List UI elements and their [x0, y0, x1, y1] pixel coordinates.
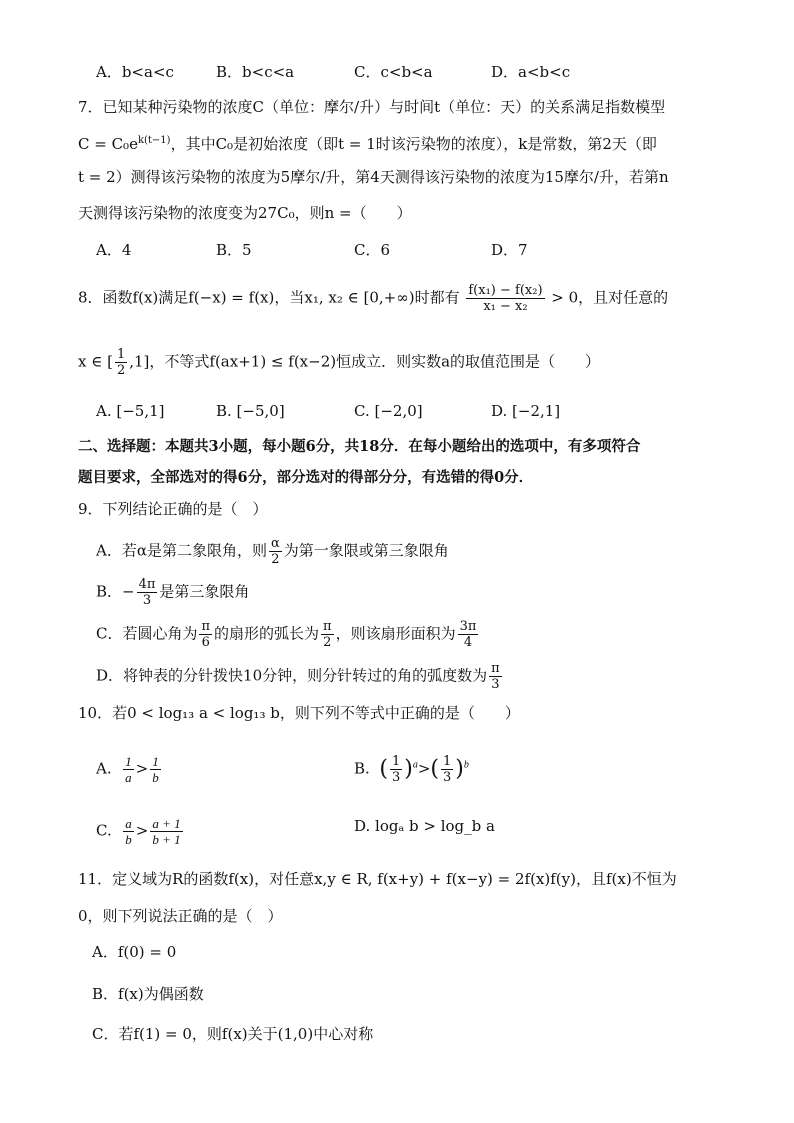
q10-c-numerator-2: a + 1 — [152, 816, 181, 831]
q9-stem: 9．下列结论正确的是（ ） — [78, 500, 268, 518]
q9-c-text-1: C．若圆心角为 — [96, 624, 198, 643]
q8-line-1-a: 8．函数f(x)满足f(−x) = f(x)，当x₁, x₂ ∈ [0,+∞)时都有 — [78, 288, 460, 307]
q8-line-2-b: ,1]，不等式f(ax+1) ≤ f(x−2)恒成立．则实数a的取值范围是（ ） — [129, 352, 601, 371]
q10-c-denominator-1: b — [125, 832, 132, 847]
q8-half-numerator: 1 — [116, 347, 126, 362]
q10-option-d: D. logₐ b > log_b a — [354, 817, 495, 835]
q7-line-2-rest: ，其中C₀是初始浓度（即t = 1时该污染物的浓度），k是常数，第2天（即 — [170, 135, 657, 153]
q9-c-text-2: 的扇形的弧长为 — [214, 624, 320, 643]
q10-option-a — [96, 754, 163, 785]
q11-option-a: A．f(0) = 0 — [92, 943, 177, 961]
q10-a-fraction-2 — [150, 754, 161, 785]
q9-c-denominator-3: 4 — [463, 635, 473, 650]
q8-line-2-a: x ∈ [ — [78, 352, 113, 371]
q9-d-numerator: π — [491, 661, 500, 676]
q11-line-2: 0，则下列说法正确的是（ ） — [78, 907, 283, 925]
q8-option-c: C. [−2,0] — [354, 402, 423, 420]
q7-option-a: A．4 — [96, 241, 132, 259]
q9-b-denominator: 3 — [142, 593, 152, 608]
q8-half-denominator: 2 — [116, 363, 126, 378]
q8-half-fraction — [115, 347, 127, 378]
q10-b-denominator-2: 3 — [442, 770, 452, 785]
q10-a-numerator-1: 1 — [125, 754, 132, 769]
q9-b-fraction — [137, 577, 158, 608]
q9-b-text-1: B．− — [96, 582, 135, 601]
q7-formula: C = C₀e — [78, 135, 138, 153]
q9-c-numerator-2: π — [323, 619, 332, 634]
q11-option-b: B．f(x)为偶函数 — [92, 985, 204, 1003]
q10-c-denominator-2: b + 1 — [152, 832, 181, 847]
q9-d-denominator: 3 — [491, 677, 500, 692]
q10-option-b — [354, 754, 469, 785]
q10-b-gt: > — [417, 759, 431, 778]
q10-c-fraction-2 — [150, 816, 182, 847]
section-2-heading-line-2: 题目要求，全部选对的得6分，部分选对的得部分分，有选错的得0分． — [78, 469, 534, 486]
q10-b-paren-open-2: ( — [430, 756, 439, 782]
q8-option-b: B. [−5,0] — [216, 402, 285, 420]
q10-a-denominator-1: a — [125, 770, 132, 785]
q8-option-d: D. [−2,1] — [491, 402, 561, 420]
q9-d-text-1: D．将钟表的分针拨快10分钟，则分针转过的角的弧度数为 — [96, 666, 488, 685]
q10-a-gt: > — [135, 759, 149, 778]
q9-a-numerator: α — [270, 536, 280, 551]
q10-c-gt: > — [135, 821, 149, 840]
q9-c-numerator-3: 3π — [459, 619, 477, 634]
q9-b-numerator: 4π — [138, 577, 156, 592]
q9-option-a — [96, 536, 449, 567]
q11-line-1: 11．定义域为R的函数f(x)，对任意x,y ∈ R, f(x+y) + f(x−y) = 2f(x)f(y)，且f(x)不恒为 — [78, 870, 677, 888]
q8-line-1 — [78, 283, 668, 314]
section-2-heading-line-1: 二、选择题：本题共3小题，每小题6分，共18分．在每小题给出的选项中，有多项符合 — [78, 438, 641, 455]
q10-a-denominator-2: b — [152, 770, 159, 785]
q9-c-text-3: ，则该扇形面积为 — [335, 624, 456, 643]
q6-option-c: C．c<b<a — [354, 63, 433, 81]
q8-fraction — [466, 283, 544, 314]
q10-c-numerator-1: a — [125, 816, 132, 831]
q10-b-exponent-2: b — [463, 759, 469, 771]
q9-c-denominator-2: 2 — [323, 635, 332, 650]
q9-option-d — [96, 661, 504, 692]
q10-b-fraction-2 — [441, 754, 453, 785]
q7-line-4: 天测得该污染物的浓度变为27C₀，则n =（ ） — [78, 204, 412, 222]
q10-c-fraction-1 — [123, 816, 134, 847]
q7-line-3: t = 2）测得该污染物的浓度为5摩尔/升，第4天测得该污染物的浓度为15摩尔/升，若第n — [78, 168, 669, 186]
q11-option-c: C．若f(1) = 0，则f(x)关于(1,0)中心对称 — [92, 1025, 374, 1043]
q10-b-fraction-1 — [390, 754, 402, 785]
q9-a-text-2: 为第一象限或第三象限角 — [283, 541, 449, 560]
q8-option-a: A. [−5,1] — [96, 402, 165, 420]
q10-b-paren-open-1: ( — [379, 756, 388, 782]
q8-line-1-b: > 0，且对任意的 — [551, 288, 669, 307]
q9-c-fraction-2 — [321, 619, 334, 650]
q9-d-fraction — [489, 661, 502, 692]
q9-c-numerator-1: π — [201, 619, 211, 634]
q10-b-label: B. — [354, 759, 370, 778]
q9-a-denominator: 2 — [271, 552, 280, 567]
q10-c-label: C. — [96, 821, 112, 840]
q9-b-text-2: 是第三象限角 — [159, 582, 250, 601]
q9-a-fraction — [269, 536, 282, 567]
q9-c-fraction-1 — [199, 619, 212, 650]
q7-line-2 — [78, 131, 657, 154]
q6-option-a: A．b<a<c — [96, 63, 174, 81]
q9-option-c — [96, 619, 480, 650]
q9-c-fraction-3 — [458, 619, 479, 650]
q10-b-numerator-1: 1 — [391, 754, 401, 769]
q10-stem: 10．若0 < log₁₃ a < log₁₃ b，则下列不等式中正确的是（ ） — [78, 704, 520, 722]
q10-a-fraction-1 — [123, 754, 134, 785]
q9-c-denominator-1: 6 — [201, 635, 210, 650]
q7-line-1: 7．已知某种污染物的浓度C（单位：摩尔/升）与时间t（单位：天）的关系满足指数模型 — [78, 98, 666, 116]
q10-b-numerator-2: 1 — [442, 754, 452, 769]
q8-fraction-denominator: x₁ − x₂ — [483, 299, 528, 314]
q8-fraction-numerator: f(x₁) − f(x₂) — [468, 283, 543, 298]
q10-option-c — [96, 816, 185, 847]
q7-exponent: k(t−1) — [137, 135, 171, 146]
q9-option-b — [96, 577, 249, 608]
q10-b-exponent-1: a — [412, 759, 418, 771]
q10-b-paren-close-1: ) — [404, 756, 413, 782]
q7-option-c: C．6 — [354, 241, 391, 259]
q10-a-numerator-2: 1 — [152, 754, 159, 769]
q8-line-2 — [78, 347, 600, 378]
q6-option-d: D．a<b<c — [491, 63, 571, 81]
q10-b-paren-close-2: ) — [455, 756, 464, 782]
q7-option-d: D．7 — [491, 241, 528, 259]
q6-option-b: B．b<c<a — [216, 63, 295, 81]
q10-b-denominator-1: 3 — [391, 770, 401, 785]
q9-a-text-1: A．若α是第二象限角，则 — [96, 541, 267, 560]
q10-a-label: A. — [96, 759, 112, 778]
q7-option-b: B．5 — [216, 241, 252, 259]
